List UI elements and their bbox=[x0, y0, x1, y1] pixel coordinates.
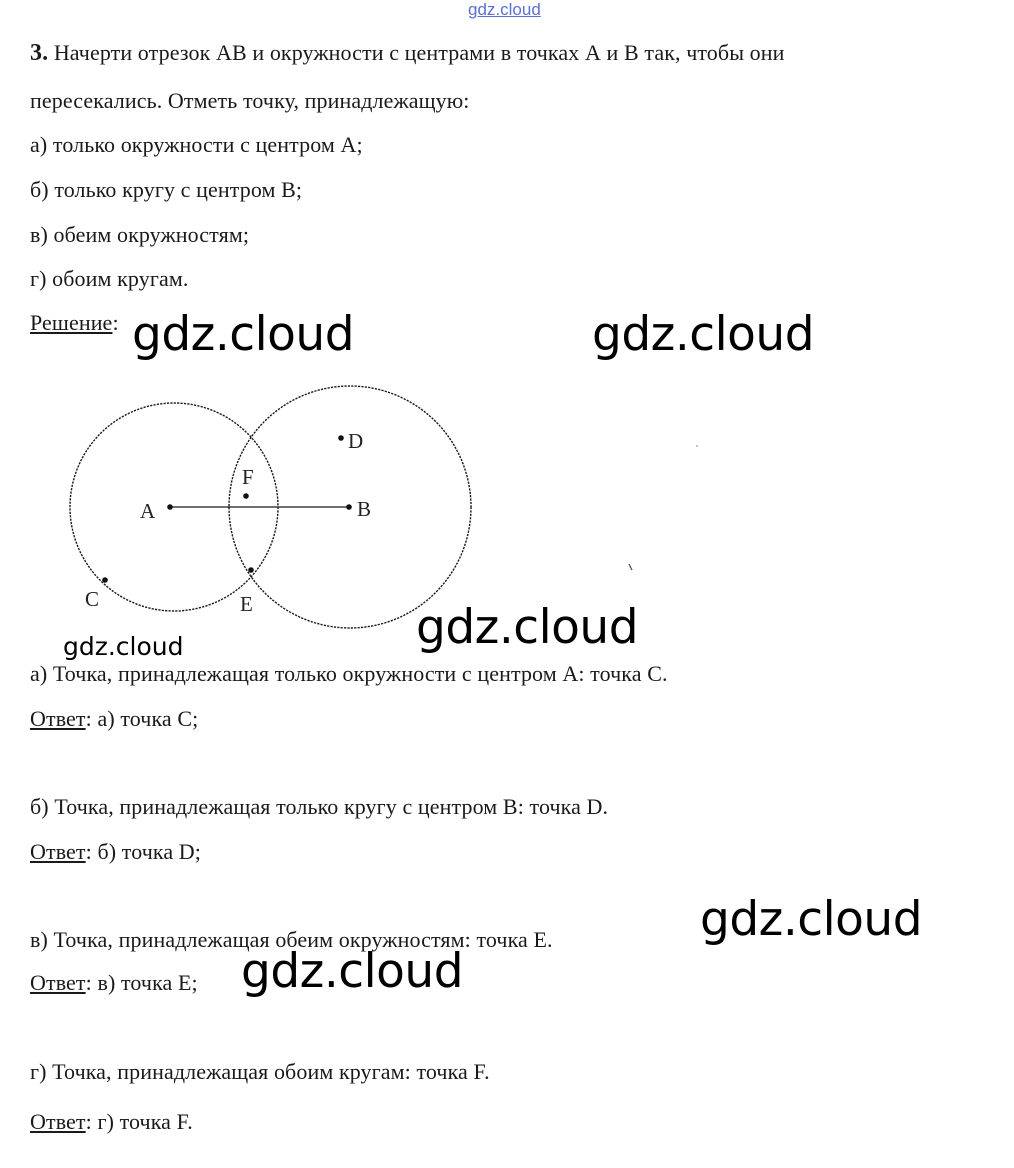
task-item-g: г) обоим кругам. bbox=[30, 266, 189, 291]
solution-label: Решение bbox=[30, 310, 113, 335]
answer-g-label: Ответ bbox=[30, 1109, 86, 1134]
answer-v-statement: в) Точка, принадлежащая обеим окружностям: точка Е. bbox=[30, 927, 553, 952]
answer-a-label: Ответ bbox=[30, 706, 86, 731]
point-f bbox=[243, 493, 249, 499]
task-line-2: пересекались. Отметь точку, принадлежащую: bbox=[30, 88, 470, 113]
answer-a-statement: а) Точка, принадлежащая только окружности с центром А: точка С. bbox=[30, 661, 668, 686]
solution-colon: : bbox=[112, 310, 119, 335]
answer-g-line bbox=[30, 1109, 193, 1135]
watermark-2: gdz.cloud bbox=[592, 307, 815, 362]
answer-a-value: : а) точка С; bbox=[85, 706, 199, 731]
answer-g-statement: г) Точка, принадлежащая обоим кругам: точка F. bbox=[30, 1059, 490, 1084]
task-text-line-1: Начерти отрезок АВ и окружности с центрами в точках А и В так, чтобы они bbox=[53, 40, 785, 65]
speck bbox=[696, 445, 698, 447]
point-e bbox=[248, 567, 254, 573]
label-b: B bbox=[357, 497, 372, 521]
answer-g-value: : г) точка F. bbox=[85, 1109, 193, 1134]
point-b bbox=[346, 504, 352, 510]
answer-a-line bbox=[30, 706, 198, 732]
watermark-5: gdz.cloud bbox=[241, 944, 464, 999]
answer-b-label: Ответ bbox=[30, 839, 86, 864]
watermark-4: gdz.cloud bbox=[700, 892, 923, 947]
answer-v-value: : в) точка Е; bbox=[85, 970, 198, 995]
watermark-1: gdz.cloud bbox=[132, 307, 355, 362]
stray-mark bbox=[629, 564, 632, 570]
watermark-3: gdz.cloud bbox=[416, 600, 639, 655]
task-item-v: в) обеим окружностям; bbox=[30, 222, 250, 247]
point-c bbox=[102, 577, 108, 583]
label-d: D bbox=[348, 429, 364, 453]
task-number: 3. bbox=[30, 40, 49, 66]
label-e: E bbox=[240, 592, 253, 616]
point-d bbox=[338, 435, 344, 441]
task-item-b: б) только кругу с центром В; bbox=[30, 177, 303, 202]
top-watermark-link[interactable]: gdz.cloud bbox=[468, 0, 541, 19]
answer-v-label: Ответ bbox=[30, 970, 86, 995]
point-a bbox=[167, 504, 173, 510]
answer-v-line bbox=[30, 970, 198, 996]
label-f: F bbox=[242, 465, 254, 489]
answer-b-statement: б) Точка, принадлежащая только кругу с центром В: точка D. bbox=[30, 794, 609, 819]
answer-b-line bbox=[30, 839, 201, 865]
label-a: A bbox=[140, 499, 156, 523]
watermark-small: gdz.cloud bbox=[63, 632, 184, 661]
label-c: C bbox=[85, 587, 100, 611]
answer-b-value: : б) точка D; bbox=[85, 839, 202, 864]
task-item-a: а) только окружности с центром А; bbox=[30, 132, 363, 157]
